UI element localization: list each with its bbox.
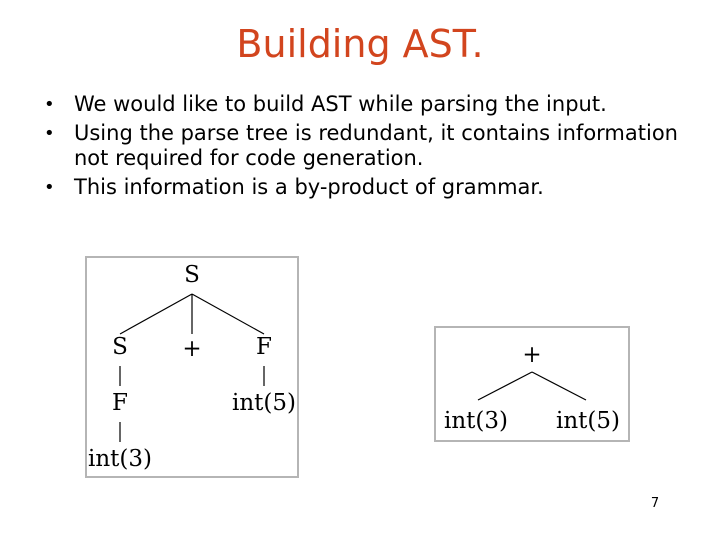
page-number: 7 <box>650 496 660 511</box>
ast-figure <box>434 326 630 442</box>
bullet-item <box>44 175 684 200</box>
ast-root-plus: + <box>522 342 542 368</box>
node-int5: int(5) <box>232 390 296 416</box>
slide-title: Building AST. <box>236 22 484 66</box>
node-plus: + <box>182 336 202 362</box>
node-left-s: S <box>112 334 128 360</box>
parse-tree-figure <box>85 256 299 478</box>
parse-tree-diagram <box>87 258 297 476</box>
bullet-text: Using the parse tree is redundant, it contains information not required for code generation. <box>74 121 678 170</box>
ast-right-int5: int(5) <box>556 408 620 434</box>
edge-ast-left <box>478 372 532 400</box>
bullet-dot-icon: • <box>44 94 55 115</box>
ast-diagram <box>436 328 628 440</box>
bullet-list <box>44 92 684 204</box>
bullet-text: This information is a by-product of grammar. <box>74 175 544 199</box>
bullet-dot-icon: • <box>44 177 55 198</box>
edge-root-right <box>192 294 264 334</box>
edge-ast-right <box>532 372 586 400</box>
node-right-f: F <box>256 334 272 360</box>
bullet-item <box>44 121 684 171</box>
node-root-s: S <box>184 262 200 288</box>
edge-root-left <box>120 294 192 334</box>
bullet-dot-icon: • <box>44 123 55 144</box>
ast-left-int3: int(3) <box>444 408 508 434</box>
node-int3: int(3) <box>88 446 152 472</box>
bullet-text: We would like to build AST while parsing the input. <box>74 92 607 116</box>
node-left-f: F <box>112 390 128 416</box>
bullet-item <box>44 92 684 117</box>
